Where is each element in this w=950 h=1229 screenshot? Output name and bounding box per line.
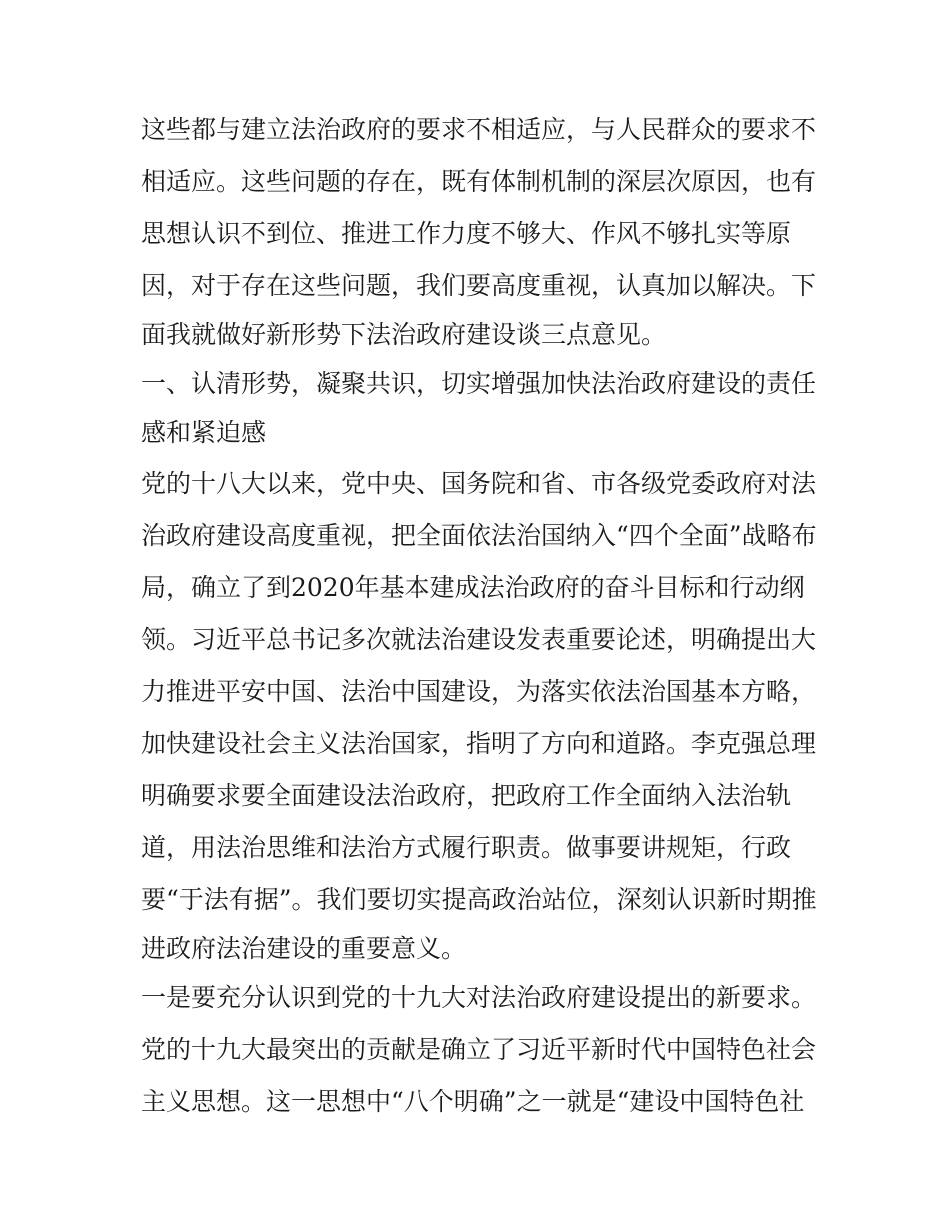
text-line: 相适应。这些问题的存在，既有体制机制的深层次原因，也有 (141, 167, 817, 196)
text-line: 领。习近平总书记多次就法治建设发表重要论述，明确提出大 (141, 625, 817, 654)
text-line: 进政府法治建设的重要意义。 (141, 934, 467, 963)
text-line: 局，确立了到2020年基本建成法治政府的奋斗目标和行动纲 (141, 573, 805, 602)
section-heading-line: 一、认清形势，凝聚共识，切实增强加快法治政府建设的责任 (141, 369, 817, 398)
text-line: 因，对于存在这些问题，我们要高度重视，认真加以解决。下 (141, 271, 817, 300)
text-line: 党的十八大以来，党中央、国务院和省、市各级党委政府对法 (141, 469, 817, 498)
text-line: 这些都与建立法治政府的要求不相适应，与人民群众的要求不 (141, 115, 817, 144)
text-line: 主义思想。这一思想中“八个明确”之一就是“建设中国特色社 (141, 1087, 805, 1116)
section-heading-line: 感和紧迫感 (141, 418, 267, 447)
text-line: 道，用法治思维和法治方式履行职责。做事要讲规矩，行政 (141, 833, 792, 862)
text-line: 面我就做好新形势下法治政府建设谈三点意见。 (141, 320, 667, 349)
text-line: 一是要充分认识到党的十九大对法治政府建设提出的新要求。 (141, 983, 817, 1012)
text-line: 明确要求要全面建设法治政府，把政府工作全面纳入法治轨 (141, 781, 792, 810)
text-line: 力推进平安中国、法治中国建设，为落实依法治国基本方略， (141, 677, 817, 706)
text-line: 要“于法有据”。我们要切实提高政治站位，深刻认识新时期推 (141, 885, 817, 914)
text-line: 加快建设社会主义法治国家，指明了方向和道路。李克强总理 (141, 729, 817, 758)
text-line: 思想认识不到位、推进工作力度不够大、作风不够扎实等原 (141, 219, 792, 248)
text-line: 党的十九大最突出的贡献是确立了习近平新时代中国特色社会 (141, 1035, 817, 1064)
text-line: 治政府建设高度重视，把全面依法治国纳入“四个全面”战略布 (141, 521, 817, 550)
